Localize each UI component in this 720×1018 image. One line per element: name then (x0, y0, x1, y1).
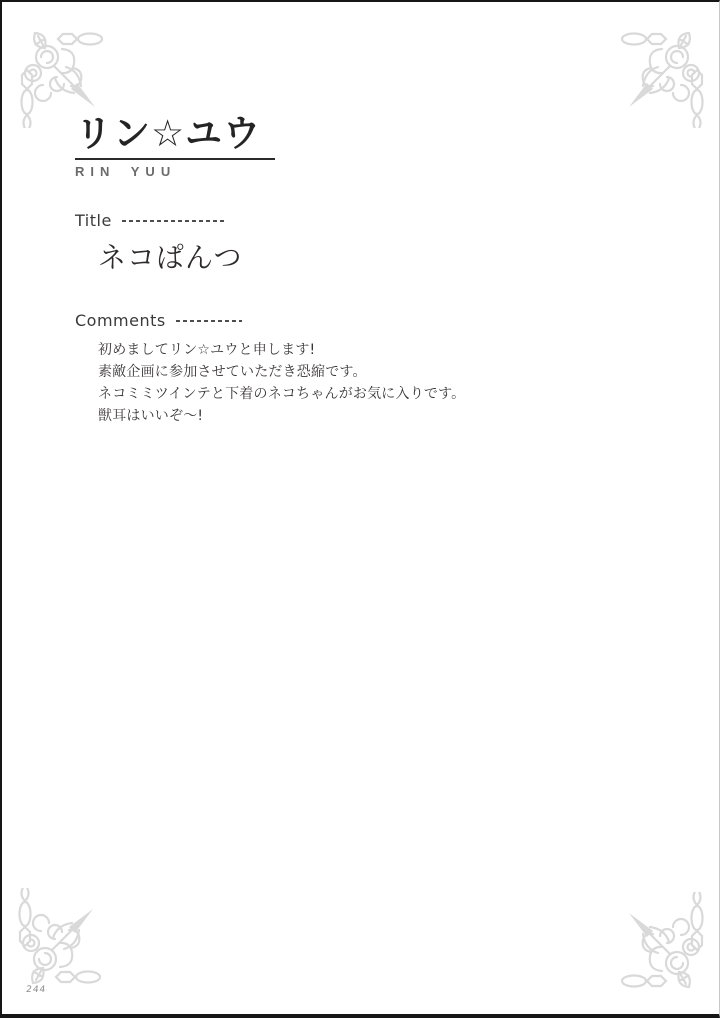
title-dashed-rule (122, 220, 225, 222)
comments-label: Comments (75, 311, 166, 330)
work-title: ネコぱんつ (98, 241, 243, 274)
comments-section-header (75, 311, 242, 330)
page-number: 244 (25, 985, 47, 995)
artist-name-romaji: RIN YUU (75, 163, 177, 179)
corner-flourish-icon (607, 892, 709, 992)
corner-flourish-icon (607, 28, 709, 128)
artist-header (75, 114, 275, 179)
comment-line: ネコミミツインテと下着のネコちゃんがお気に入りです。 (98, 386, 466, 402)
title-label: Title (75, 211, 112, 230)
comment-line: 初めましてリン☆ユウと申します! (98, 342, 316, 358)
comment-line: 素敵企画に参加させていただき恐縮です。 (98, 364, 367, 380)
title-section-header (75, 211, 225, 230)
corner-flourish-icon (13, 888, 115, 988)
comment-text (98, 339, 658, 427)
comments-dashed-rule (176, 320, 242, 322)
artist-name: リン☆ユウ (75, 114, 275, 160)
comment-line: 獣耳はいいぞ～! (98, 408, 204, 424)
